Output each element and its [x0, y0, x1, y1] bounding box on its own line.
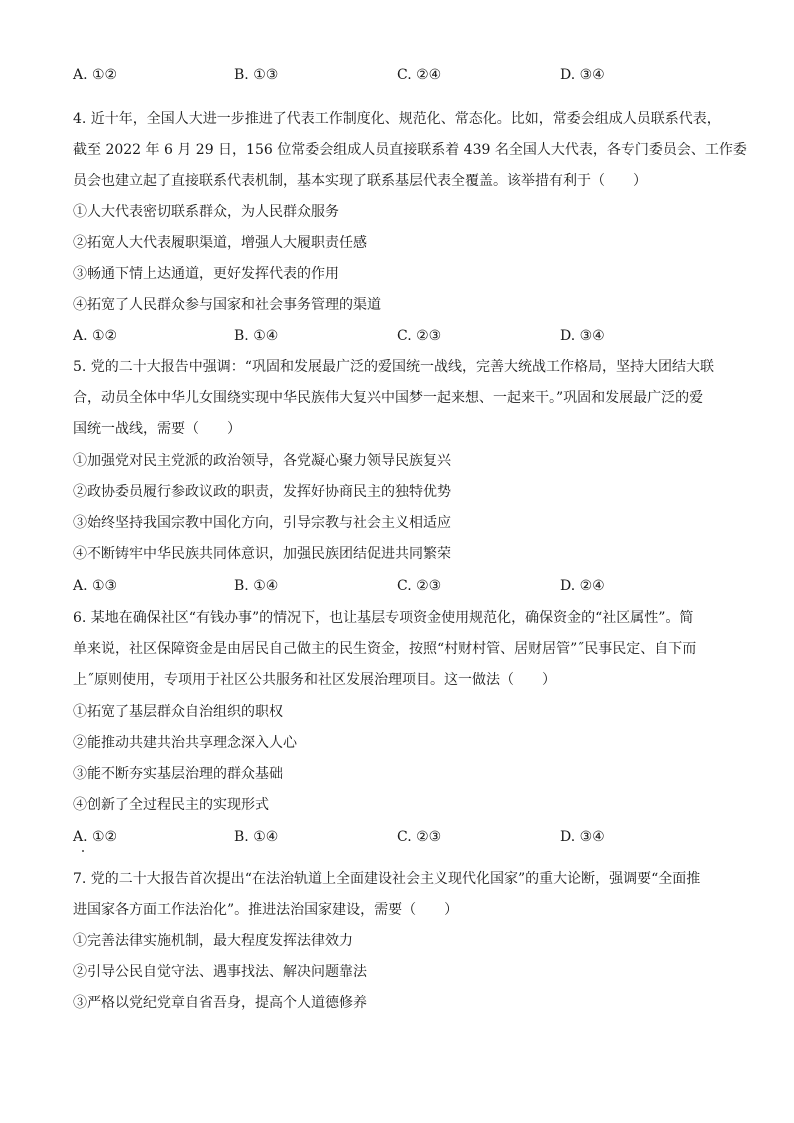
q4-statement-4: ④拓宽了人民群众参与国家和社会事务管理的渠道 — [73, 297, 381, 313]
q4-option-a[interactable]: A. ①② — [73, 328, 118, 344]
q5-statement-4: ④不断铸牢中华民族共同体意识，加强民族团结促进共同繁荣 — [73, 546, 451, 562]
q5-stem-line-3: 国统一战线，需要（ ） — [73, 421, 241, 437]
q7-statement-3: ③严格以党纪党章自省吾身，提高个人道德修养 — [73, 995, 367, 1011]
q5-option-c[interactable]: C. ②③ — [397, 578, 442, 594]
q5-option-a[interactable]: A. ①③ — [73, 578, 118, 594]
q4-stem-line-1: 4. 近十年，全国人大进一步推进了代表工作制度化、规范化、常态化。比如，常委会组成人员联系代表， — [73, 111, 721, 127]
q6-option-b[interactable]: B. ①④ — [234, 829, 279, 845]
q3-options — [73, 66, 723, 84]
q6-option-d[interactable]: D. ③④ — [560, 829, 605, 845]
q5-statement-1: ①加强党对民主党派的政治领导，各党凝心聚力领导民族复兴 — [73, 453, 451, 469]
q5-stem-line-1: 5. 党的二十大报告中强调：“巩固和发展最广泛的爱国统一战线，完善大统战工作格局，坚持大团结大联 — [73, 359, 714, 375]
q4-option-d[interactable]: D. ③④ — [560, 328, 605, 344]
q4-statement-3: ③畅通下情上达通道，更好发挥代表的作用 — [73, 266, 339, 282]
q6-statement-2: ②能推动共建共治共享理念深入人心 — [73, 735, 297, 751]
q6-stem-line-1: 6. 某地在确保社区“有钱办事”的情况下，也让基层专项资金使用规范化，确保资金的“社区属性”。简 — [73, 610, 694, 626]
q6-option-c[interactable]: C. ②③ — [397, 829, 442, 845]
q5-options — [73, 577, 723, 595]
q5-statement-2: ②政协委员履行参政议政的职责，发挥好协商民主的独特优势 — [73, 484, 451, 500]
q3-option-a[interactable]: A. ①② — [73, 67, 118, 83]
stray-dot-mark — [82, 850, 84, 852]
q4-option-c[interactable]: C. ②③ — [397, 328, 442, 344]
q4-stem-line-2: 截至 2022 年 6 月 29 日，156 位常委会组成人员直接联系着 439 名全国人大代表，各专门委员会、工作委 — [73, 142, 747, 158]
q4-stem-line-3: 员会也建立起了直接联系代表机制，基本实现了联系基层代表全覆盖。该举措有利于（ ） — [73, 173, 647, 189]
q4-options — [73, 327, 723, 345]
q6-statement-1: ①拓宽了基层群众自治组织的职权 — [73, 704, 283, 720]
q7-stem-line-1: 7. 党的二十大报告首次提出“在法治轨道上全面建设社会主义现代化国家”的重大论断，强调要“全面推 — [73, 871, 701, 887]
q6-option-a[interactable]: A. ①② — [73, 829, 118, 845]
q5-option-b[interactable]: B. ①④ — [234, 578, 279, 594]
q5-statement-3: ③始终坚持我国宗教中国化方向，引导宗教与社会主义相适应 — [73, 515, 451, 531]
q3-option-b[interactable]: B. ①③ — [234, 67, 279, 83]
q6-stem-line-3: 上˝原则使用，专项用于社区公共服务和社区发展治理项目。这一做法（ ） — [73, 672, 556, 688]
q3-option-d[interactable]: D. ③④ — [560, 67, 605, 83]
q4-option-b[interactable]: B. ①④ — [234, 328, 279, 344]
q3-option-c[interactable]: C. ②④ — [397, 67, 442, 83]
q7-statement-2: ②引导公民自觉守法、遇事找法、解决问题靠法 — [73, 964, 367, 980]
q6-statement-3: ③能不断夯实基层治理的群众基础 — [73, 766, 283, 782]
q7-stem-line-2: 进国家各方面工作法治化”。推进法治国家建设，需要（ ） — [73, 902, 459, 918]
q6-statement-4: ④创新了全过程民主的实现形式 — [73, 797, 269, 813]
q6-options — [73, 828, 723, 846]
q5-stem-line-2: 合，动员全体中华儿女围绕实现中华民族伟大复兴中国梦一起来想、一起来干。”巩固和发展最广泛的爱 — [73, 390, 704, 406]
q5-option-d[interactable]: D. ②④ — [560, 578, 605, 594]
q4-statement-2: ②拓宽人大代表履职渠道，增强人大履职责任感 — [73, 235, 367, 251]
q4-statement-1: ①人大代表密切联系群众，为人民群众服务 — [73, 204, 339, 220]
q6-stem-line-2: 单来说，社区保障资金是由居民自己做主的民生资金，按照“村财村管、居财居管”˝民事民定、自下而 — [73, 641, 697, 657]
q7-statement-1: ①完善法律实施机制，最大程度发挥法律效力 — [73, 933, 353, 949]
